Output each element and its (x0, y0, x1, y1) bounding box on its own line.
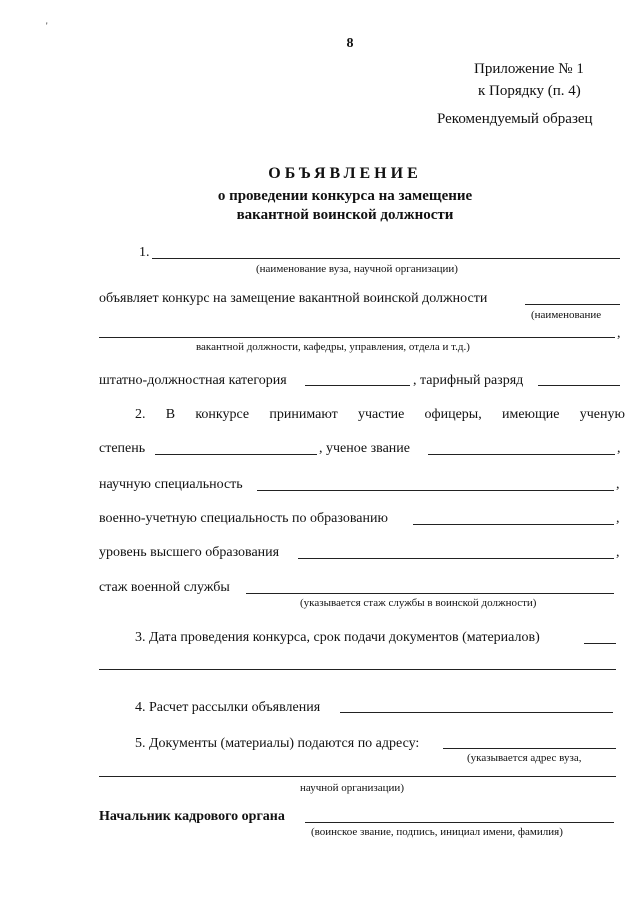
education-label: уровень высшего образования (99, 545, 280, 560)
position-name-line-2 (99, 337, 615, 338)
category-line (305, 385, 410, 386)
item3-text: 3. Дата проведения конкурса, срок подачи документов (материалов) (135, 630, 540, 645)
address-line-2 (99, 776, 616, 777)
academic-title-line (428, 454, 615, 455)
document-title: ОБЪЯВЛЕНИЕ (268, 165, 422, 182)
document-subtitle-1: о проведении конкурса на замещение (217, 188, 473, 204)
signature-line (305, 822, 614, 823)
item2-word: участие (357, 407, 405, 422)
position-name-comma: , (617, 326, 621, 341)
appendix-number: Приложение № 1 (474, 61, 584, 77)
announce-text: объявляет конкурс на замещение вакантной воинской должности (99, 291, 488, 306)
military-specialty-line (413, 524, 614, 525)
signature-caption: (воинское звание, подпись, инициал имени, фамилия) (311, 826, 563, 838)
position-name-caption: вакантной должности, кафедры, управления, отдела и т.д.) (196, 341, 470, 353)
education-comma: , (616, 545, 620, 560)
address-line-1 (443, 748, 616, 749)
item2-word: В (165, 407, 176, 422)
military-specialty-comma: , (616, 511, 620, 526)
academic-title-comma: , (617, 441, 621, 456)
military-specialty-label: военно-учетную специальность по образованию (99, 511, 388, 526)
item2-word: 2. (135, 407, 146, 422)
page-number: 8 (346, 36, 354, 51)
item1-number: 1. (139, 245, 150, 260)
address-caption-right: (указывается адрес вуза, (467, 752, 582, 764)
degree-label: степень (99, 441, 146, 456)
service-label: стаж военной службы (99, 580, 230, 595)
organization-name-caption: (наименование вуза, научной организации) (256, 263, 458, 275)
position-name-caption-right: (наименование (531, 309, 602, 321)
item2-word: конкурсе (195, 407, 250, 422)
item2-word: имеющие (501, 407, 560, 422)
scan-speck: ' (46, 21, 48, 31)
appendix-order: к Порядку (п. 4) (478, 83, 581, 99)
address-caption-bottom: научной организации) (300, 782, 404, 794)
rank-label: , тарифный разряд (413, 373, 524, 388)
signature-label: Начальник кадрового органа (99, 809, 285, 824)
position-name-line-1 (525, 304, 620, 305)
category-label: штатно-должностная категория (99, 373, 287, 388)
item4-line (340, 712, 613, 713)
item4-text: 4. Расчет рассылки объявления (135, 700, 321, 715)
specialty-label: научную специальность (99, 477, 243, 492)
document-subtitle-2: вакантной воинской должности (236, 207, 454, 223)
service-line (246, 593, 614, 594)
item2-word: принимают (269, 407, 338, 422)
academic-title-label: , ученое звание (319, 441, 410, 456)
degree-line (155, 454, 317, 455)
item5-text: 5. Документы (материалы) подаются по адресу: (135, 736, 420, 751)
item2-word: офицеры, (424, 407, 482, 422)
specialty-comma: , (616, 477, 620, 492)
sample-note: Рекомендуемый образец (437, 111, 593, 127)
organization-name-line (152, 258, 620, 259)
item3-line-full (99, 669, 616, 670)
education-line (298, 558, 614, 559)
specialty-line (257, 490, 614, 491)
item2-word: ученую (579, 407, 625, 422)
service-caption: (указывается стаж службы в воинской должности) (300, 597, 537, 609)
item2-intro (135, 407, 625, 423)
rank-line (538, 385, 620, 386)
item3-line-short (584, 643, 616, 644)
